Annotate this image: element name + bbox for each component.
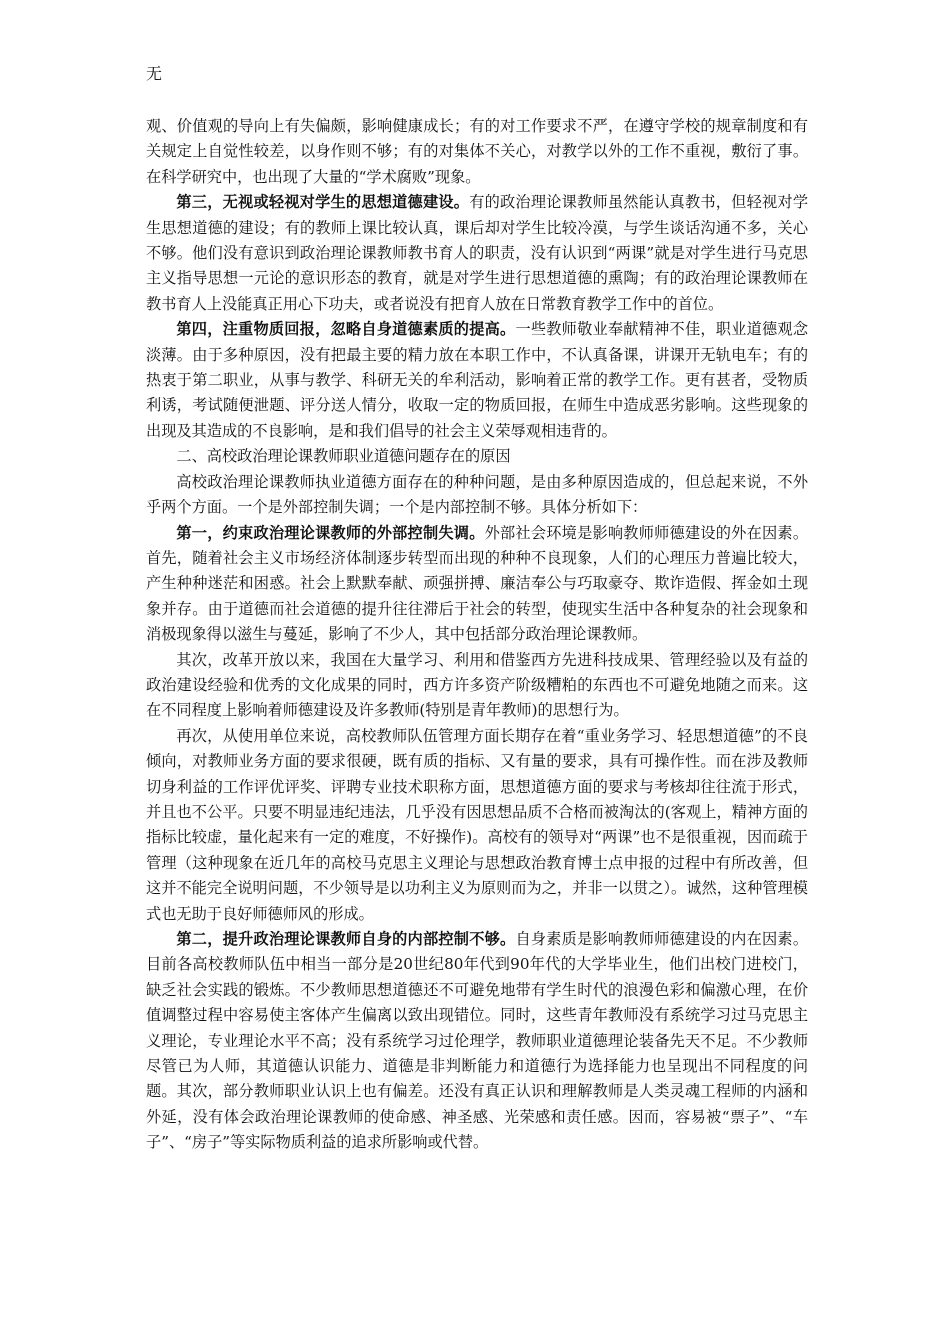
paragraph-lead: 第一，约束政治理论课教师的外部控制失调。: [176, 523, 485, 542]
paragraph-lead: 第二，提升政治理论课教师自身的内部控制不够。: [176, 930, 516, 948]
section-heading-text: 二、高校政治理论课教师职业道德问题存在的原因: [176, 447, 511, 466]
paragraph-continuation: [146, 114, 808, 190]
paragraph-text: 外部社会环境是影响教师师德建设的外在因素。首先，随着社会主义市场经济体制逐步转型而出现的种种不良现象，人们的心理压力普遍比较大，产生种种迷茫和困惑。社会上默默奉献、顽强拼搏、廉洁奉公与巧取豪夺、欺诈造假、挥金如土现象并存。由于道德而社会道德的提升往往滞后于社会的转型，使现实生活中各种复杂的社会现象和消极现象得以滋生与蔓延，影响了不少人，其中包括部分政治理论课教师。: [146, 523, 809, 644]
paragraph-causes-intro: [146, 470, 808, 521]
section-heading: [146, 444, 808, 469]
paragraph-text: 高校政治理论课教师执业道德方面存在的种种问题，是由多种原因造成的，但总起来说，不外乎两个方面。一个是外部控制失调；一个是内部控制不够。具体分析如下：: [146, 472, 808, 517]
paragraph-text: 一些教师敬业奉献精神不佳，职业道德观念淡薄。由于多种原因，没有把最主要的精力放在本职工作中，不认真备课，讲课开无轨电车；有的热衷于第二职业，从事与教学、科研无关的牟利活动，影响着正常的教学工作。更有甚者，受物质利诱，考试随便泄题、评分送人情分，收取一定的物质回报，在师生中造成恶劣影响。这些现象的出现及其造成的不良影响，是和我们倡导的社会主义荣辱观相违背的。: [146, 320, 809, 440]
paragraph-text: 再次，从使用单位来说，高校教师队伍管理方面长期存在着“重业务学习、轻思想道德”的不良倾向，对教师业务方面的要求很硬，既有质的指标、又有量的要求，具有可操作性。而在涉及教师切身利益的工作评优评奖、评聘专业技术职称方面，思想道德方面的要求与考核却往往流于形式，并且也不公平。只要不明显违纪违法，几乎没有因思想品质不合格而被淘汰的(客观上，精神方面的指标比较虚，量化起来有一定的难度，不好操作)。高校有的领导对“两课”也不是很重视，因而疏于管理（这种现象在近几年的高校马克思主义理论与思想政治教育博士点申报的过程中有所改善，但这并不能完全说明问题，不少领导是以功利主义为原则而为之，并非一以贯之）。诚然，这种管理模式也无助于良好师德师风的形成。: [146, 726, 808, 923]
paragraph-secondly: [146, 648, 808, 724]
paragraph-text: 自身素质是影响教师师德建设的内在因素。目前各高校教师队伍中相当一部分是20世纪80年代到90年代的大学毕业生，他们出校门进校门，缺乏社会实践的锻炼。不少教师思想道德还不可避免地带有学生时代的浪漫色彩和偏激心理，在价值调整过程中容易使主客体产生偏离以致出现错位。同时，这些青年教师没有系统学习过马克思主义理论，专业理论水平不高；没有系统学习过伦理学，教师职业道德理论装备先天不足。不少教师尽管已为人师，其道德认识能力、道德是非判断能力和道德行为选择能力也呈现出不同程度的问题。其次，部分教师职业认识上也有偏差。还没有真正认识和理解教师是人类灵魂工程师的内涵和外延，没有体会政治理论课教师的使命感、神圣感、光荣感和责任感。因而，容易被“票子”、“车子”、“房子”等实际物质利益的追求所影响或代替。: [146, 930, 809, 1152]
paragraph-text: 有的政治理论课教师虽然能认真教书，但轻视对学生思想道德的建设；有的教师上课比较认真，课后却对学生比较冷漠，与学生谈话沟通不多，关心不够。他们没有意识到政治理论课教师教书育人的职责，没有认识到“两课”就是对学生进行马克思主义指导思想一元论的意识形态的教育，就是对学生进行思想道德的熏陶；有的政治理论课教师在教书育人上没能真正用心下功夫，或者说没有把育人放在日常教育教学工作中的首位。: [146, 193, 809, 313]
paragraph-lead: 第三，无视或轻视对学生的思想道德建设。: [176, 193, 470, 212]
document-body: [146, 114, 808, 1156]
paragraph-fourth-point: [146, 317, 808, 444]
paragraph-thirdly: [146, 724, 808, 927]
paragraph-lead: 第四，注重物质回报，忽略自身道德素质的提高。: [176, 320, 516, 339]
paragraph-internal-control: [146, 927, 808, 1156]
paragraph-text: 其次，改革开放以来，我国在大量学习、利用和借鉴西方先进科技成果、管理经验以及有益的政治建设经验和优秀的文化成果的同时，西方许多资产阶级糟粕的东西也不可避免地随之而来。这在不同程度上影响着师德建设及许多教师(特别是青年教师)的思想行为。: [146, 650, 808, 720]
paragraph-third-point: [146, 190, 808, 317]
paragraph-text: 观、价值观的导向上有失偏颇，影响健康成长；有的对工作要求不严，在遵守学校的规章制度和有关规定上自觉性较差，以身作则不够；有的对集体不关心，对教学以外的工作不重视，敷衍了事。在科学研究中，也出现了大量的“学术腐败”现象。: [146, 117, 808, 186]
page-header: 无: [146, 64, 163, 83]
paragraph-external-control: [146, 521, 808, 648]
